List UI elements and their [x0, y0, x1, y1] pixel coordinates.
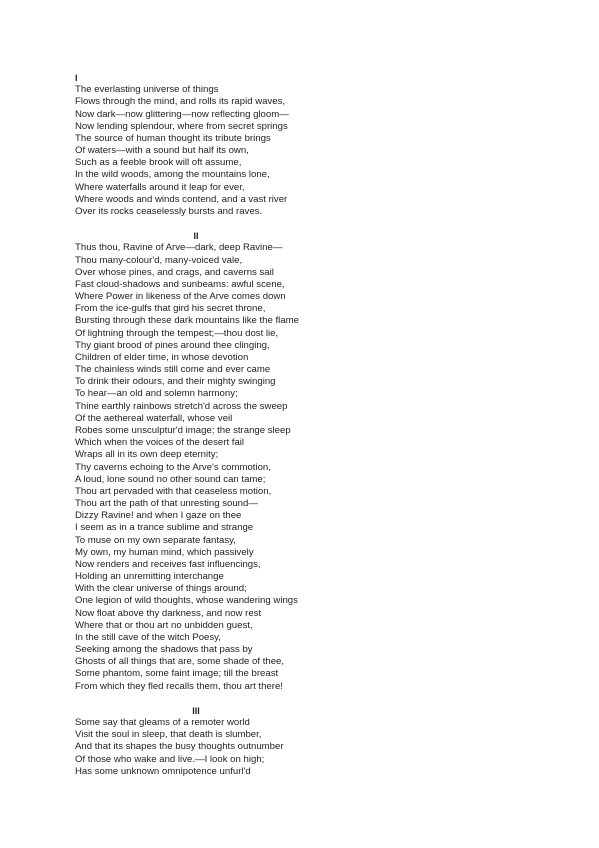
poem-line: The source of human thought its tribute brings [75, 132, 271, 144]
poem-line: Thy giant brood of pines around thee clinging, [75, 339, 270, 351]
section-heading: III [192, 705, 200, 716]
poem-line: Of those who wake and live.—I look on high; [75, 753, 265, 765]
poem-line: Where woods and winds contend, and a vast river [75, 193, 288, 205]
poem-line: One legion of wild thoughts, whose wandering wings [75, 595, 298, 607]
poem-line: Visit the soul in sleep, that death is slumber, [75, 729, 262, 741]
poem-line: Fast cloud-shadows and sunbeams: awful scene, [75, 278, 285, 290]
stanza-gap [75, 693, 535, 705]
poem-line: Flows through the mind, and rolls its rapid waves, [75, 96, 286, 108]
poem-line: Where waterfalls around it leap for ever, [75, 181, 245, 193]
poem-line: Where Power in likeness of the Arve comes down [75, 291, 286, 303]
poem-line: From which they fled recalls them, thou art there! [75, 680, 283, 692]
poem-line: The chainless winds still come and ever came [75, 364, 271, 376]
poem-line: Of waters—with a sound but half its own, [75, 145, 249, 157]
poem-line: Thou art the path of that unresting sound— [75, 498, 258, 510]
poem-line: From the ice-gulfs that gird his secret throne, [75, 303, 266, 315]
poem-line: Now renders and receives fast influencings, [75, 558, 261, 570]
poem-line: Of the aethereal waterfall, whose veil [75, 412, 233, 424]
stanza-3 [75, 705, 535, 778]
poem-line: Bursting through these dark mountains like the flame [75, 315, 299, 327]
poem-line: Which when the voices of the desert fail [75, 437, 245, 449]
section-heading: II [193, 231, 199, 242]
poem-line: A loud, lone sound no other sound can tame; [75, 473, 266, 485]
poem-line: Now lending splendour, where from secret springs [75, 120, 288, 132]
poem-line: Over its rocks ceaselessly bursts and raves. [75, 205, 263, 217]
poem-line: I seem as in a trance sublime and strange [75, 522, 254, 534]
stanza-gap [75, 218, 535, 230]
poem-line: Some phantom, some faint image; till the breast [75, 668, 279, 680]
poem-line: Over whose pines, and crags, and caverns sail [75, 266, 274, 278]
poem-line: Such as a feeble brook will oft assume, [75, 157, 242, 169]
poem-line: Has some unknown omnipotence unfurl'd [75, 765, 251, 777]
stanza-1 [75, 72, 535, 218]
poem-line: Where that or thou art no unbidden guest, [75, 619, 253, 631]
poem-line: And that its shapes the busy thoughts outnumber [75, 741, 284, 753]
poem-line: Thus thou, Ravine of Arve—dark, deep Ravine— [75, 242, 283, 254]
stanza-2 [75, 230, 535, 693]
poem-line: Dizzy Ravine! and when I gaze on thee [75, 510, 242, 522]
poem-line: Holding an unremitting interchange [75, 571, 224, 583]
section-heading: I [75, 73, 78, 83]
poem-line: Thou many-colour'd, many-voiced vale, [75, 254, 243, 266]
poem-line: Seeking among the shadows that pass by [75, 644, 253, 656]
poem-line: Now dark—now glittering—now reflecting gloom— [75, 108, 289, 120]
poem-line: In the wild woods, among the mountains lone, [75, 169, 270, 181]
poem-page [75, 72, 535, 778]
poem-line: Robes some unsculptur'd image; the strange sleep [75, 424, 291, 436]
poem-line: In the still cave of the witch Poesy, [75, 631, 221, 643]
poem-line: Now float above thy darkness, and now rest [75, 607, 262, 619]
poem-line: With the clear universe of things around; [75, 583, 247, 595]
poem-line: Children of elder time, in whose devotion [75, 351, 249, 363]
poem-line: Thou art pervaded with that ceaseless motion, [75, 485, 272, 497]
poem-line: Of lightning through the tempest;—thou dost lie, [75, 327, 279, 339]
poem-line: Thy caverns echoing to the Arve's commotion, [75, 461, 271, 473]
poem-line: Ghosts of all things that are, some shade of thee, [75, 656, 285, 668]
poem-line: My own, my human mind, which passively [75, 546, 254, 558]
poem-line: To drink their odours, and their mighty swinging [75, 376, 276, 388]
poem-line: Thine earthly rainbows stretch'd across the sweep [75, 400, 288, 412]
poem-line: Some say that gleams of a remoter world [75, 717, 250, 729]
poem-line: Wraps all in its own deep eternity; [75, 449, 219, 461]
poem-line: To muse on my own separate fantasy, [75, 534, 236, 546]
poem-line: To hear—an old and solemn harmony; [75, 388, 238, 400]
poem-line: The everlasting universe of things [75, 84, 219, 96]
